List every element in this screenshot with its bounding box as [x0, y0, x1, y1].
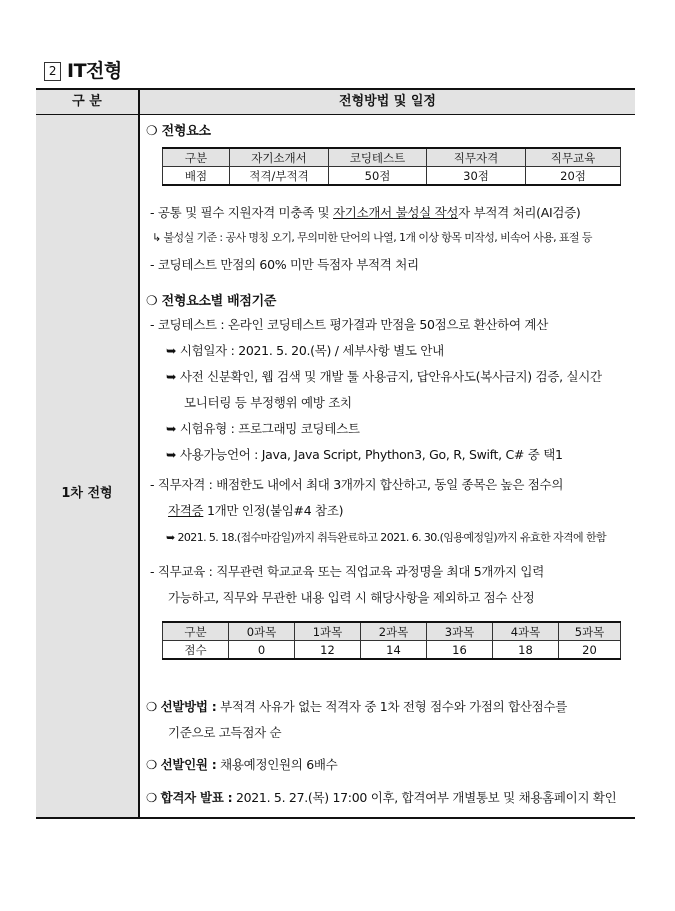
table-cell: 0	[229, 641, 295, 660]
coding-bullet: ➥ 시험유형 : 프로그래밍 코딩테스트	[166, 421, 360, 436]
criteria-job-qual-2	[168, 501, 343, 519]
method-text: 부적격 사유가 없는 적격자 중 1차 전형 점수와 가점의 합산점수를	[216, 699, 567, 714]
criteria-job-qual: - 직무자격 : 배점한도 내에서 최대 3개까지 합산하고, 동일 종목은 높은 점수의	[150, 477, 564, 492]
note1-pre: - 공통 및 필수 지원자격 미충족 및	[150, 205, 334, 220]
table-row	[163, 622, 621, 641]
job-qual-bullet: ➥ 2021. 5. 18.(접수마감일)까지 취득완료하고 2021. 6. 30.(임용예정일)까지 유효한 자격에 한함	[166, 531, 607, 544]
table-cell: 20점	[526, 167, 621, 186]
table-header	[36, 90, 635, 115]
coding-bullet: ➥ 사전 신분확인, 웹 검색 및 개발 툴 사용금지, 답안유사도(복사금지) 검증, 실시간	[166, 369, 602, 384]
table-cell: 구분	[163, 148, 230, 167]
count-label: 선발인원 :	[160, 757, 217, 772]
table-row	[163, 641, 621, 660]
table-cell: 적격/부적격	[230, 167, 329, 186]
table-cell: 18	[493, 641, 559, 660]
table-cell: 코딩테스트	[329, 148, 427, 167]
stage-column	[36, 115, 138, 817]
criteria-job-edu: - 직무교육 : 직무관련 학교교육 또는 직업교육 과정명을 최대 5개까지 입력	[150, 564, 544, 579]
table-cell: 14	[361, 641, 427, 660]
announce-text: 2021. 5. 27.(목) 17:00 이후, 합격여부 개별통보 및 채용홈페이지 확인	[232, 790, 617, 805]
section-title-text: IT전형	[67, 60, 122, 82]
header-col1: 구 분	[72, 94, 102, 109]
selection-announce: ❍ 합격자 발표 : 2021. 5. 27.(목) 17:00 이후, 합격여부 개별통보 및 채용홈페이지 확인	[146, 790, 617, 805]
table-cell: 점수	[163, 641, 229, 660]
table-row	[163, 167, 621, 186]
stage-label: 1차 전형	[61, 486, 113, 501]
table-cell: 1과목	[295, 622, 361, 641]
note1-post: 자 부적격 처리(AI검증)	[458, 205, 581, 220]
table-cell: 배점	[163, 167, 230, 186]
criteria-heading-text: 전형요소별 배점기준	[161, 294, 277, 309]
table-cell: 직무교육	[526, 148, 621, 167]
selection-method: ❍ 선발방법 : 부적격 사유가 없는 적격자 중 1차 전형 점수와 가점의 합산점수를	[146, 699, 567, 714]
elements-table	[162, 147, 621, 186]
header-col2: 전형방법 및 일정	[339, 94, 436, 109]
table-cell: 구분	[163, 622, 229, 641]
table-cell: 20	[559, 641, 621, 660]
criteria-heading: ❍ 전형요소별 배점기준	[146, 294, 277, 309]
table-row	[163, 148, 621, 167]
elements-heading: ❍ 전형요소	[146, 124, 211, 139]
count-text: 채용예정인원의 6배수	[216, 757, 338, 772]
table-cell: 3과목	[427, 622, 493, 641]
announce-label: 합격자 발표 :	[160, 790, 233, 805]
elements-note2: - 코딩테스트 만점의 60% 미만 득점자 부적격 처리	[150, 257, 419, 272]
elements-heading-text: 전형요소	[161, 124, 211, 139]
table-cell: 자기소개서	[230, 148, 329, 167]
note1-underlined: 자기소개서 불성실 작성	[333, 205, 459, 220]
job-qual-text: 1개만 인정(붙임#4 참조)	[203, 503, 344, 518]
content-cell	[140, 115, 635, 817]
table-cell: 30점	[427, 167, 526, 186]
schedule-table	[36, 88, 635, 819]
table-cell: 16	[427, 641, 493, 660]
elements-note1	[150, 203, 580, 221]
coding-bullet: ➥ 시험일자 : 2021. 5. 20.(목) / 세부사항 별도 안내	[166, 343, 444, 358]
selection-method-2: 기준으로 고득점자 순	[168, 725, 282, 740]
criteria-job-edu-2: 가능하고, 직무와 무관한 내용 입력 시 해당사항을 제외하고 점수 산정	[168, 590, 535, 605]
table-cell: 12	[295, 641, 361, 660]
edu-table	[162, 621, 621, 660]
table-cell: 5과목	[559, 622, 621, 641]
section-number: 2	[44, 62, 61, 81]
job-qual-underlined: 자격증	[168, 503, 204, 518]
selection-count: ❍ 선발인원 : 채용예정인원의 6배수	[146, 757, 338, 772]
section-title	[44, 56, 122, 83]
coding-bullet: ➥ 사용가능언어 : Java, Java Script, Phython3, Go, R, Swift, C# 중 택1	[166, 447, 563, 462]
table-cell: 4과목	[493, 622, 559, 641]
table-cell: 50점	[329, 167, 427, 186]
table-cell: 2과목	[361, 622, 427, 641]
coding-bullet: 모니터링 등 부정행위 예방 조치	[184, 395, 352, 410]
table-cell: 직무자격	[427, 148, 526, 167]
elements-note1-sub: ↳ 불성실 기준 : 공사 명칭 오기, 무의미한 단어의 나열, 1개 이상 항목 미작성, 비속어 사용, 표절 등	[152, 231, 592, 244]
criteria-coding: - 코딩테스트 : 온라인 코딩테스트 평가결과 만점을 50점으로 환산하여 계산	[150, 317, 548, 332]
method-label: 선발방법 :	[160, 699, 217, 714]
table-cell: 0과목	[229, 622, 295, 641]
